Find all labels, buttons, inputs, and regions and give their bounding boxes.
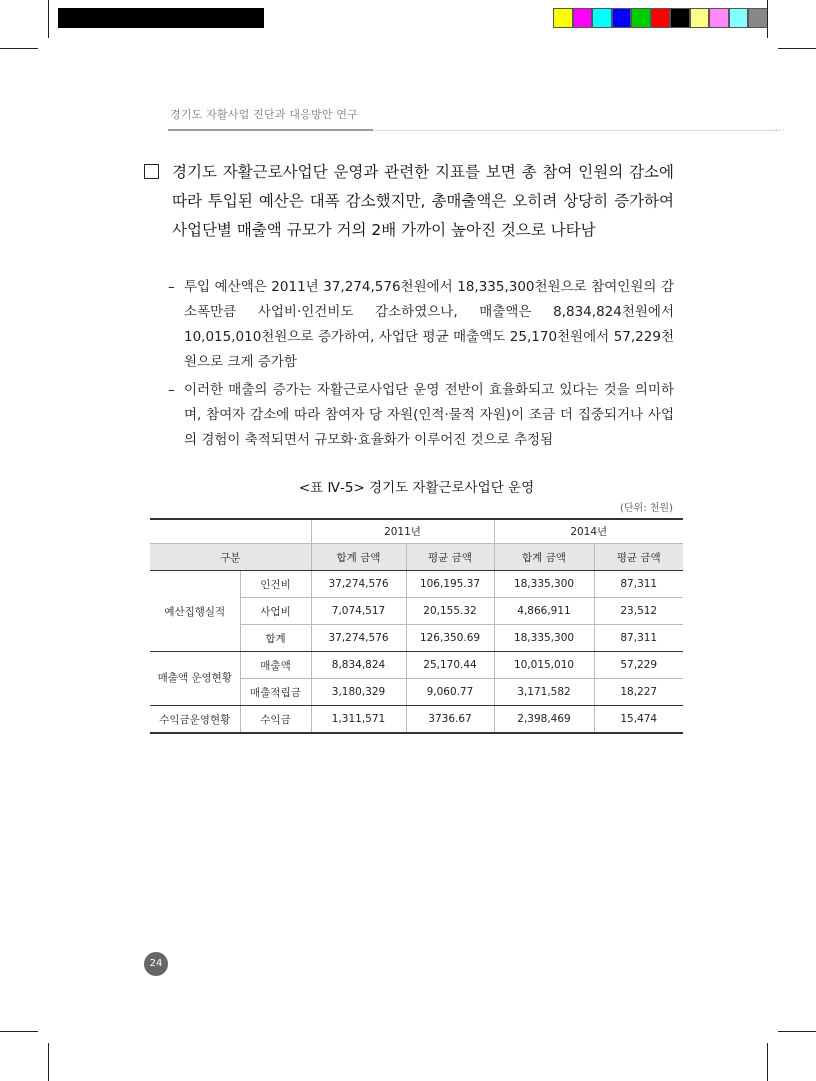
cell-total-2014: 3,171,582 [494,679,594,706]
bullet-item [168,378,674,453]
cell-total-2014: 2,398,469 [494,706,594,734]
dash-icon: – [168,279,175,295]
cell-avg-2011: 126,350.69 [406,625,494,652]
color-swatch [573,8,593,28]
cell-avg-2011: 3736.67 [406,706,494,734]
color-swatch [553,8,573,28]
table-header-blank [150,519,311,544]
table-row [150,652,683,679]
cell-avg-2011: 9,060.77 [406,679,494,706]
cell-total-2011: 37,274,576 [311,625,406,652]
cell-avg-2011: 20,155.32 [406,598,494,625]
column-header-total-2011: 합계 금액 [311,544,406,571]
cell-total-2011: 7,074,517 [311,598,406,625]
table-column-header-row [150,544,683,571]
table-caption: <표 Ⅳ-5> 경기도 자활근로사업단 운영 [298,480,535,496]
row-group-label: 수익금운영현황 [150,706,240,734]
row-group-label: 예산집행실적 [150,571,240,652]
cell-avg-2011: 25,170.44 [406,652,494,679]
table-row [150,706,683,734]
cell-avg-2014: 87,311 [594,571,683,598]
crop-mark [767,0,768,38]
page-number: 24 [144,952,168,976]
data-table [150,518,683,734]
table-row [150,571,683,598]
color-swatch [631,8,651,28]
cell-avg-2011: 106,195.37 [406,571,494,598]
lead-paragraph-text: 경기도 자활근로사업단 운영과 관련한 지표를 보면 총 참여 인원의 감소에 따라 투입된 예산은 대폭 감소했지만, 총매출액은 오히려 상당히 증가하여 사업단별 매출액 규모가 거의 2배 가까이 높아진 것으로 나타남 [172,163,674,239]
column-header-avg-2011: 평균 금액 [406,544,494,571]
header-dots: ····· [768,126,786,135]
cell-total-2011: 8,834,824 [311,652,406,679]
print-registration-bar [58,8,264,28]
cell-total-2014: 18,335,300 [494,625,594,652]
table-unit: (단위: 천원) [620,503,673,514]
dash-icon: – [168,382,175,398]
row-group-label: 매출액 운영현황 [150,652,240,706]
cell-total-2011: 37,274,576 [311,571,406,598]
color-swatch [592,8,612,28]
row-item: 매출액 [240,652,311,679]
cell-avg-2014: 18,227 [594,679,683,706]
color-swatch [651,8,671,28]
bullet-text: 이러한 매출의 증가는 자활근로사업단 운영 전반이 효율화되고 있다는 것을 의미하며, 참여자 감소에 따라 참여자 당 자원(인적·물적 자원)이 조금 더 집중되거나 사업의 경험이 축적되면서 규모화·효율화가 이루어진 것으로 추정됨 [184,382,674,448]
crop-mark [767,1043,768,1081]
cell-avg-2014: 23,512 [594,598,683,625]
color-swatch-strip [553,8,768,28]
cell-total-2011: 1,311,571 [311,706,406,734]
bullet-text: 투입 예산액은 2011년 37,274,576천원에서 18,335,300천원으로 참여인원의 감소폭만큼 사업비·인건비도 감소하였으나, 매출액은 8,834,824천원에서 10,015,010천원으로 증가하여, 사업단 평균 매출액도 25,170천원에서 57,229천원으로 크게 증가함 [184,279,674,370]
column-header-avg-2014: 평균 금액 [594,544,683,571]
cell-total-2014: 4,866,911 [494,598,594,625]
row-item: 합계 [240,625,311,652]
crop-mark [778,1031,816,1032]
checkbox-bullet-icon [144,164,159,179]
header-rule-thin [373,130,780,131]
color-swatch [690,8,710,28]
row-item: 사업비 [240,598,311,625]
cell-avg-2014: 87,311 [594,625,683,652]
cell-avg-2014: 15,474 [594,706,683,734]
column-header-category: 구분 [150,544,311,571]
header-rule [168,129,373,131]
crop-mark [0,1031,38,1032]
year-header-2011: 2011년 [311,519,494,544]
color-swatch [748,8,768,28]
table-year-header-row [150,519,683,544]
row-item: 수익금 [240,706,311,734]
crop-mark [48,0,49,38]
year-header-2014: 2014년 [494,519,683,544]
color-swatch [670,8,690,28]
crop-mark [0,48,38,49]
color-swatch [729,8,749,28]
cell-avg-2014: 57,229 [594,652,683,679]
crop-mark [778,48,816,49]
cell-total-2014: 18,335,300 [494,571,594,598]
color-swatch [709,8,729,28]
running-header: 경기도 자활사업 진단과 대응방안 연구 [170,108,359,121]
row-item: 인건비 [240,571,311,598]
crop-mark [48,1043,49,1081]
cell-total-2011: 3,180,329 [311,679,406,706]
bullet-item [168,275,674,375]
row-item: 매출적립금 [240,679,311,706]
column-header-total-2014: 합계 금액 [494,544,594,571]
cell-total-2014: 10,015,010 [494,652,594,679]
lead-paragraph [144,158,674,245]
color-swatch [612,8,632,28]
